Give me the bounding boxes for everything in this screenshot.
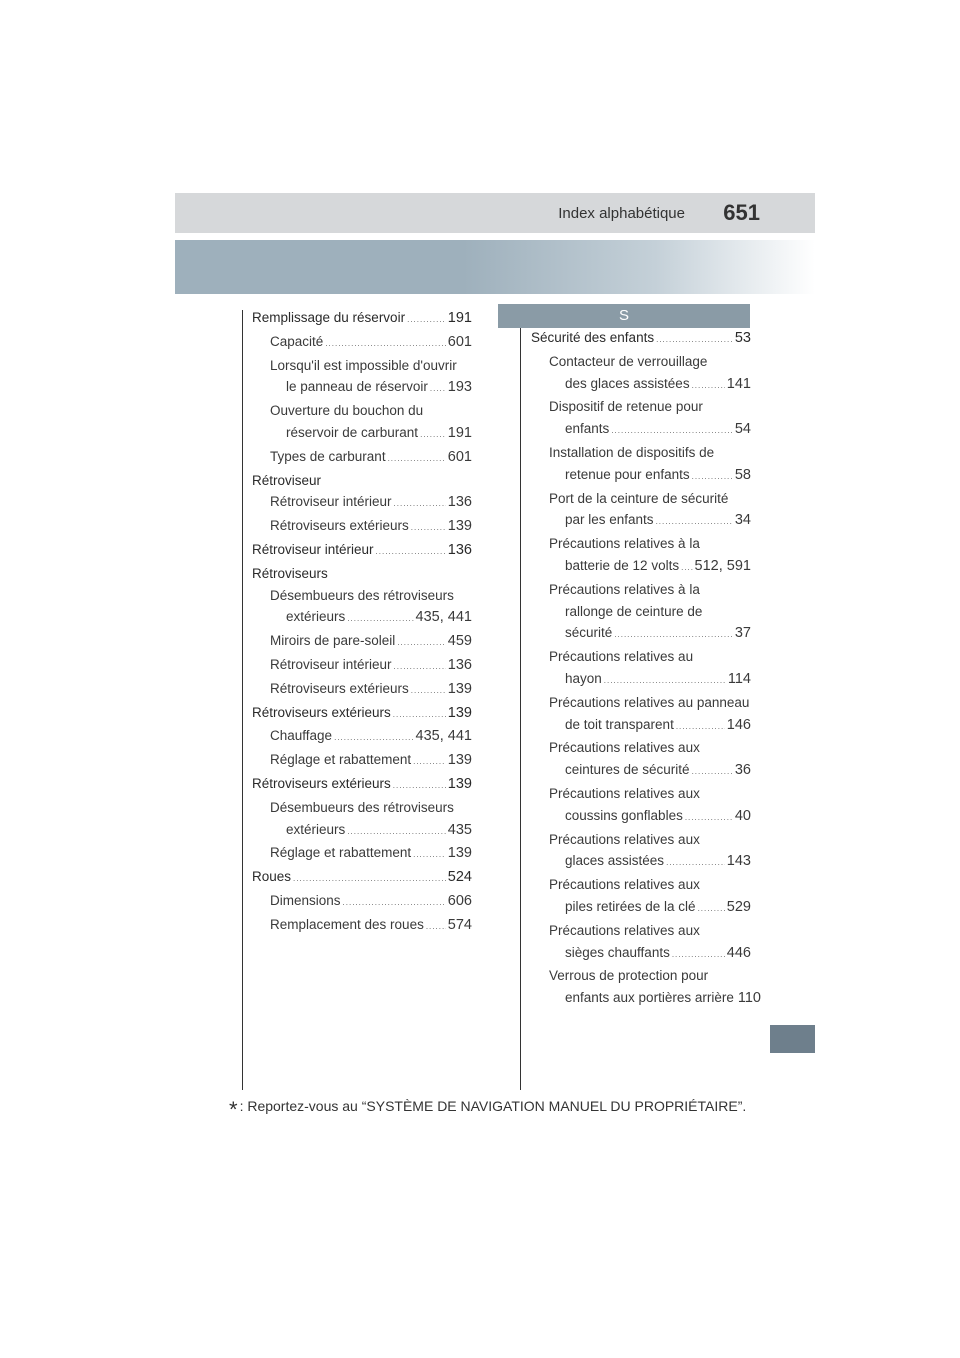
index-entry — [252, 422, 472, 446]
index-entry-page: 114 — [727, 670, 751, 687]
footnote-text: : Reportez-vous au “SYSTÈME DE NAVIGATION MANUEL DU PROPRIÉTAIRE”. — [239, 1098, 747, 1114]
index-entry-label: Miroirs de pare-soleil — [270, 633, 396, 649]
leader-dots — [656, 329, 733, 351]
index-entry-page: 191 — [447, 310, 472, 326]
index-entry-label: enfants — [565, 421, 610, 437]
index-entry-label: Rétroviseurs — [252, 565, 328, 581]
index-entry-label: Rétroviseurs extérieurs — [252, 704, 391, 720]
leader-dots — [611, 420, 733, 442]
index-entry — [531, 646, 751, 668]
index-entry-label: le panneau de réservoir — [286, 379, 428, 395]
index-entry — [531, 850, 751, 874]
leader-dots — [393, 704, 446, 726]
section-title: Index alphabétique — [558, 205, 685, 222]
leader-dots — [614, 624, 733, 646]
index-entry-label: Rétroviseurs extérieurs — [270, 680, 409, 696]
index-entry — [531, 668, 751, 692]
index-entry-page: 34 — [734, 512, 751, 529]
index-entry-label: de toit transparent — [565, 716, 674, 732]
index-entry-label: Ouverture du bouchon du — [270, 403, 424, 419]
index-entry-label: Rétroviseurs extérieurs — [270, 518, 409, 534]
index-entry — [252, 773, 472, 797]
index-entry — [252, 585, 472, 607]
index-entry — [252, 630, 472, 654]
index-entry-page: 139 — [447, 775, 472, 792]
index-entry-label: Verrous de protection pour — [549, 968, 709, 984]
index-entry-page: 139 — [447, 845, 472, 862]
index-entry-label: Rétroviseur intérieur — [270, 494, 392, 510]
leader-dots — [666, 852, 725, 874]
page-number: 651 — [723, 200, 760, 225]
leader-dots — [325, 333, 446, 355]
index-entry-label: glaces assistées — [565, 853, 665, 869]
index-entry-label: Installation de dispositifs de — [549, 444, 715, 460]
index-entry — [531, 737, 751, 759]
index-entry — [531, 418, 751, 442]
index-entry-label: par les enfants — [565, 512, 654, 528]
leader-dots — [692, 466, 733, 488]
index-entry-label: Sécurité des enfants — [531, 330, 655, 345]
index-entry-label: Dispositif de retenue pour — [549, 399, 703, 415]
index-entry — [531, 442, 751, 464]
index-entry-page: 146 — [726, 716, 751, 733]
index-entry — [531, 351, 751, 373]
index-entry-label: rallonge de ceinture de — [565, 603, 703, 619]
index-entry — [252, 797, 472, 819]
header-gradient-band — [175, 240, 815, 294]
index-entry-page: 139 — [447, 752, 472, 769]
index-entry — [252, 376, 472, 400]
index-entry — [252, 446, 472, 470]
index-entry-label: enfants aux portières arrière — [565, 990, 734, 1006]
index-entry-label: hayon — [565, 670, 602, 686]
index-entry-label: Désembueurs des rétroviseurs — [270, 799, 454, 815]
index-entry-label: Rétroviseur intérieur — [270, 656, 392, 672]
letter-heading-s: S — [498, 304, 750, 328]
index-entry-page: 446 — [726, 944, 751, 961]
index-entry — [252, 307, 472, 331]
index-entry-label: Port de la ceinture de sécurité — [549, 490, 729, 506]
index-entry-page: 139 — [447, 704, 472, 721]
index-entry — [252, 890, 472, 914]
index-entry-page: 435 — [447, 821, 472, 838]
leader-dots — [604, 670, 726, 692]
index-entry-label: Contacteur de verrouillage — [549, 353, 708, 369]
index-entry — [531, 509, 751, 533]
index-entry-page: 58 — [734, 466, 751, 483]
index-entry-page: 574 — [447, 916, 472, 933]
index-entry-page: 40 — [734, 807, 751, 824]
index-entry-label: Types de carburant — [270, 448, 386, 464]
index-entry — [531, 488, 751, 510]
index-entry — [531, 829, 751, 851]
index-entry-label: Précautions relatives au — [549, 649, 694, 665]
index-entry — [252, 725, 472, 749]
index-entry — [531, 555, 751, 579]
index-entry — [252, 842, 472, 866]
index-entry-page: 141 — [726, 375, 751, 392]
index-entry — [252, 702, 472, 726]
leader-dots — [397, 632, 446, 654]
index-entry-label: piles retirées de la clé — [565, 898, 696, 914]
leader-dots — [692, 761, 733, 783]
index-entry — [531, 874, 751, 896]
footnote-marker: * — [229, 1097, 238, 1122]
index-entry-label: Désembueurs des rétroviseurs — [270, 587, 454, 603]
index-entry-label: Rétroviseur intérieur — [252, 541, 374, 557]
index-entry-page: 601 — [447, 448, 472, 465]
leader-dots — [394, 656, 446, 678]
index-entry — [252, 515, 472, 539]
index-entry — [531, 579, 751, 601]
index-entry — [252, 914, 472, 938]
index-entry-label: Précautions relatives au panneau — [549, 694, 750, 710]
index-entry-page: 110 — [737, 990, 761, 1007]
index-entry-label: Précautions relatives aux — [549, 785, 700, 801]
index-entry — [531, 396, 751, 418]
index-entry — [252, 400, 472, 422]
index-entry-label: extérieurs — [286, 609, 346, 625]
index-entry-label: batterie de 12 volts — [565, 557, 680, 573]
index-entry — [531, 327, 751, 351]
index-entry — [531, 692, 751, 714]
leader-dots — [347, 821, 446, 843]
leader-dots — [413, 844, 446, 866]
index-entry-page: 136 — [447, 656, 472, 673]
index-entry-label: Précautions relatives aux — [549, 831, 700, 847]
leader-dots — [343, 892, 446, 914]
index-entry-label: réservoir de carburant — [286, 424, 419, 440]
index-entry — [252, 563, 472, 585]
index-entry — [252, 355, 472, 377]
index-entry-page: 606 — [447, 892, 472, 909]
index-entry-label: Remplacement des roues — [270, 916, 424, 932]
index-entry-label: sièges chauffants — [565, 944, 670, 960]
index-entry — [531, 601, 751, 623]
header-bar — [175, 193, 815, 233]
leader-dots — [698, 898, 725, 920]
index-entry-page: 136 — [447, 494, 472, 511]
leader-dots — [411, 517, 446, 539]
index-entry-label: Précautions relatives aux — [549, 877, 700, 893]
index-entry-label: Chauffage — [270, 728, 333, 744]
index-entry — [252, 819, 472, 843]
index-entry-page: 601 — [447, 333, 472, 350]
leader-dots — [293, 868, 446, 890]
index-entry-page: 53 — [734, 330, 751, 346]
leader-dots — [685, 807, 733, 829]
index-entry-label: retenue pour enfants — [565, 466, 690, 482]
index-entry-label: Précautions relatives aux — [549, 922, 700, 938]
index-entry-label: extérieurs — [286, 821, 346, 837]
index-entry-label: Capacité — [270, 333, 324, 349]
leader-dots — [407, 309, 446, 331]
index-entry-page: 37 — [734, 625, 751, 642]
index-entry-label: Précautions relatives à la — [549, 581, 700, 597]
index-entry-page: 36 — [734, 762, 751, 779]
index-entry-page: 193 — [447, 379, 472, 396]
index-column-right — [531, 327, 761, 1011]
index-entry — [252, 539, 472, 563]
index-entry — [531, 373, 751, 397]
leader-dots — [388, 448, 446, 470]
index-entry — [252, 331, 472, 355]
index-entry-label: ceintures de sécurité — [565, 762, 690, 778]
index-entry — [531, 896, 751, 920]
leader-dots — [420, 424, 446, 446]
leader-dots — [411, 680, 446, 702]
leader-dots — [681, 557, 692, 579]
chapter-tab — [770, 1025, 815, 1053]
index-entry-page: 459 — [447, 633, 472, 650]
index-entry-page: 139 — [447, 518, 472, 535]
index-entry-page: 136 — [447, 541, 472, 558]
index-entry — [252, 491, 472, 515]
index-entry-page: 143 — [726, 853, 751, 870]
leader-dots — [430, 378, 446, 400]
index-entry — [531, 622, 751, 646]
index-entry — [252, 678, 472, 702]
index-entry-page: 512, 591 — [694, 557, 751, 574]
index-entry-label: Rétroviseurs extérieurs — [252, 775, 391, 791]
index-entry — [252, 606, 472, 630]
index-entry-label: Réglage et rabattement — [270, 845, 412, 861]
index-entry-page: 191 — [447, 424, 472, 441]
index-entry-page: 529 — [726, 898, 751, 915]
index-entry-label: Rétroviseur — [252, 472, 322, 488]
index-entry — [531, 942, 751, 966]
leader-dots — [413, 751, 446, 773]
index-entry-label: Lorsqu'il est impossible d'ouvrir — [270, 357, 457, 373]
leader-dots — [676, 716, 725, 738]
footnote — [229, 1097, 746, 1123]
leader-dots — [394, 493, 446, 515]
index-entry-label: Réglage et rabattement — [270, 752, 412, 768]
leader-dots — [347, 608, 413, 630]
index-entry-page: 54 — [734, 421, 751, 438]
leader-dots — [656, 511, 733, 533]
index-entry — [252, 470, 472, 492]
index-entry-label: Dimensions — [270, 892, 341, 908]
leader-dots — [426, 916, 446, 938]
leader-dots — [376, 541, 446, 563]
index-entry — [531, 714, 751, 738]
index-entry — [531, 783, 751, 805]
center-column-rule — [520, 310, 521, 1090]
index-entry — [252, 654, 472, 678]
index-entry-label: Précautions relatives à la — [549, 536, 700, 552]
index-entry-page: 139 — [447, 680, 472, 697]
index-entry-label: Remplissage du réservoir — [252, 310, 406, 325]
index-entry-label: Précautions relatives aux — [549, 740, 700, 756]
index-entry-label: sécurité — [565, 625, 613, 641]
index-entry-page: 435, 441 — [415, 609, 472, 626]
index-entry-page: 435, 441 — [415, 728, 472, 745]
left-column-rule — [242, 310, 243, 1090]
leader-dots — [672, 944, 725, 966]
leader-dots — [393, 775, 446, 797]
index-entry — [252, 749, 472, 773]
index-entry — [531, 533, 751, 555]
index-entry-label: Roues — [252, 869, 292, 885]
index-column-left — [252, 307, 472, 938]
index-entry — [531, 464, 751, 488]
leader-dots — [692, 375, 725, 397]
index-entry-page: 524 — [447, 869, 472, 886]
index-entry-label: des glaces assistées — [565, 375, 690, 391]
index-entry — [531, 965, 751, 987]
index-entry — [531, 759, 751, 783]
index-entry — [531, 920, 751, 942]
index-entry — [531, 805, 751, 829]
index-entry — [531, 987, 761, 1011]
leader-dots — [334, 727, 413, 749]
index-entry — [252, 866, 472, 890]
index-entry-label: coussins gonflables — [565, 807, 683, 823]
